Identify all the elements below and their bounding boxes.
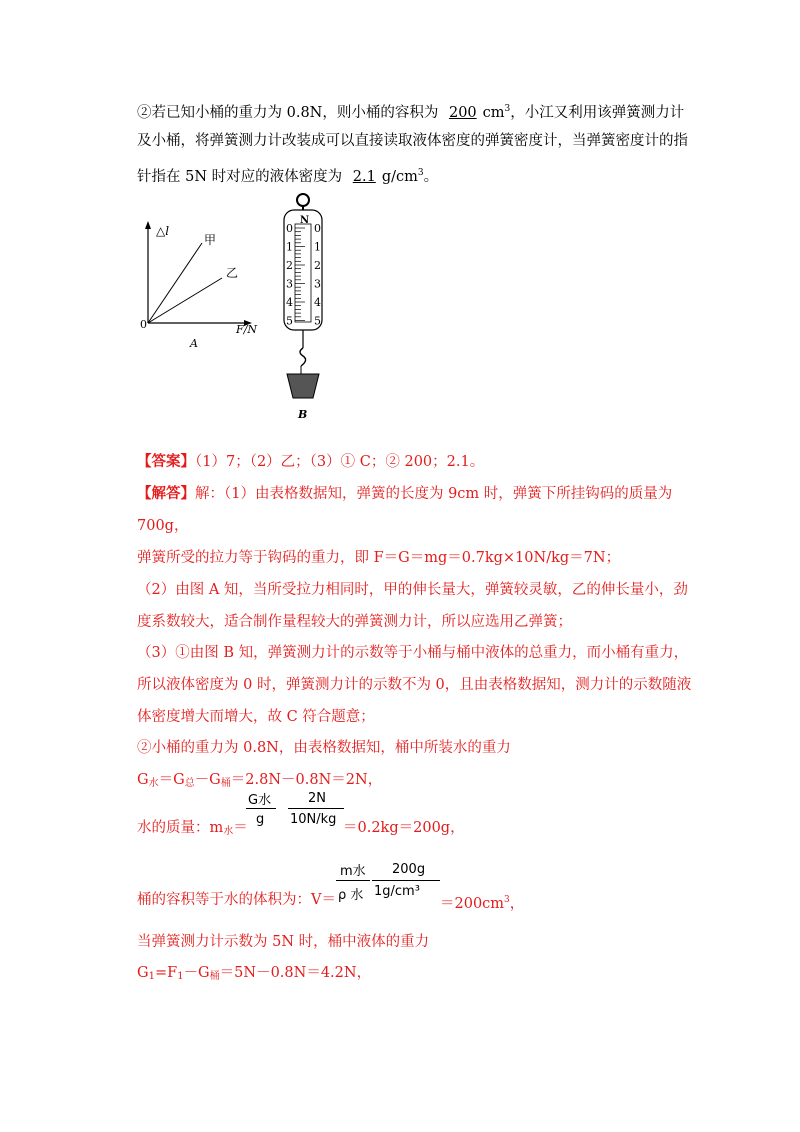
solution-line-7: 所以液体密度为 0 时，弹簧测力计的示数不为 0，且由表格数据知，测力计的示数随液 — [137, 677, 692, 693]
tick-label-left-2: 2 — [286, 259, 293, 272]
question-text: 针指在 5N 时对应的液体密度为 — [137, 169, 343, 185]
frac4-line — [372, 880, 440, 881]
equation-liquid-weight: $G_1=F_1-G_桶=5N-0.8N=4.2N$， — [137, 965, 372, 982]
answer-text: （1）7；（2）乙；（3）① C；② 200；2.1。 — [195, 454, 485, 470]
solution-line-8: 体密度增大而增大，故 C 符合题意； — [137, 709, 375, 725]
solution-line-4: （2）由图 A 知，当所受拉力相同时，甲的伸长量大，弹簧较灵敏，乙的伸长量小，劲 — [137, 582, 688, 598]
frac3-num: m水 — [340, 864, 366, 879]
figure-a-graph — [130, 215, 270, 350]
frac1-den: g — [256, 812, 265, 827]
equation-mass-lead: 水的质量：$m_水=$ — [137, 820, 248, 837]
frac4-num: 200g — [392, 862, 426, 877]
question-text: ②若已知小桶的重力为 0.8N，则小桶的容积为 — [137, 105, 439, 121]
solution-line-9: ②小桶的重力为 0.8N，由表格数据知，桶中所装水的重力 — [137, 740, 511, 756]
frac4-den: 1g/cm³ — [374, 884, 420, 899]
volume-result: $=200cm^3$， — [440, 895, 525, 912]
tick-label-right-2: 2 — [314, 259, 321, 272]
solution-line-5: 度系数较大，适合制作量程较大的弹簧测力计，所以应选用乙弹簧； — [137, 614, 572, 630]
question-line-3: 针指在 5N 时对应的液体密度为 2.1 $g/cm^3$。 — [137, 168, 439, 185]
question-text: ，小江又利用该弹簧测力计 — [510, 105, 685, 121]
tick-label-right-5: 5 — [314, 314, 321, 328]
solution-line-6: （3）①由图 B 知，弹簧测力计的示数等于小桶与桶中液体的总重力，而小桶有重力， — [137, 645, 689, 661]
solution-line-1: 【解答】解：（1）由表格数据知，弹簧的长度为 9cm 时，弹簧下所挂钩码的质量为 — [137, 485, 673, 502]
frac3-line — [336, 880, 370, 881]
tick-label-left-0: 0 — [286, 222, 293, 235]
solution-line-2: 700g， — [137, 518, 189, 534]
y-axis-label: △l — [156, 224, 170, 238]
mass-result: ＝0.2kg＝200g， — [343, 820, 465, 836]
tick-label-left-1: 1 — [286, 240, 293, 254]
tick-label-left-4: 4 — [286, 296, 293, 309]
tick-label-right-0: 0 — [314, 222, 321, 235]
frac1-line — [246, 808, 276, 809]
answer-blank-volume: 200 — [448, 105, 477, 121]
solution-tag: 【解答】 — [137, 485, 195, 502]
line-jia — [148, 243, 202, 323]
unit-gcm: g/cm — [381, 169, 418, 185]
unit-cm: cm — [482, 105, 505, 121]
unit-n: N — [300, 215, 310, 226]
answer-tag: 【答案】 — [137, 453, 195, 470]
tick-label-right-1: 1 — [314, 240, 321, 254]
tick-label-right-4: 4 — [314, 296, 321, 309]
origin-label: 0 — [140, 318, 147, 331]
x-axis-label: F/N — [236, 323, 257, 336]
line-yi — [148, 278, 222, 323]
frac2-den: 10N/kg — [290, 812, 337, 827]
hook — [300, 348, 306, 366]
frac2-line — [288, 808, 344, 809]
bucket — [287, 374, 319, 398]
y-axis-arrow — [145, 221, 151, 229]
tick-label-left-5: 5 — [286, 314, 293, 328]
caption-a: A — [190, 337, 198, 350]
question-line-1: ②若已知小桶的重力为 0.8N，则小桶的容积为 200 $cm^3$，小江又利用该弹簧测力计 — [137, 104, 685, 121]
answer-blank-density: 2.1 — [352, 169, 376, 185]
solution-line-3: 弹簧所受的拉力等于钩码的重力，即 F＝G＝mg＝0.7kg×10N/kg＝7N； — [137, 550, 621, 566]
frac3-den: ρ 水 — [338, 888, 364, 903]
answer-line — [137, 452, 484, 472]
label-jia: 甲 — [204, 233, 217, 247]
label-yi: 乙 — [226, 266, 239, 280]
caption-b: B — [298, 408, 308, 421]
top-ring — [297, 194, 309, 206]
question-line-2: 及小桶，将弹簧测力计改装成可以直接读取液体密度的弹簧密度计，当弹簧密度计的指 — [137, 133, 688, 149]
figure-b-spring-scale — [270, 190, 340, 425]
equation-volume-lead: 桶的容积等于水的体积为：V＝ — [137, 892, 336, 908]
equation-water-weight: $G_水=G_总-G_桶=2.8N-0.8N=2N$， — [137, 772, 383, 789]
tick-label-right-3: 3 — [314, 277, 321, 291]
frac1-num: G水 — [248, 793, 272, 808]
tick-label-left-3: 3 — [286, 277, 293, 291]
frac2-num: 2N — [308, 791, 326, 806]
solution-line-last-1: 当弹簧测力计示数为 5N 时，桶中液体的重力 — [137, 934, 430, 950]
